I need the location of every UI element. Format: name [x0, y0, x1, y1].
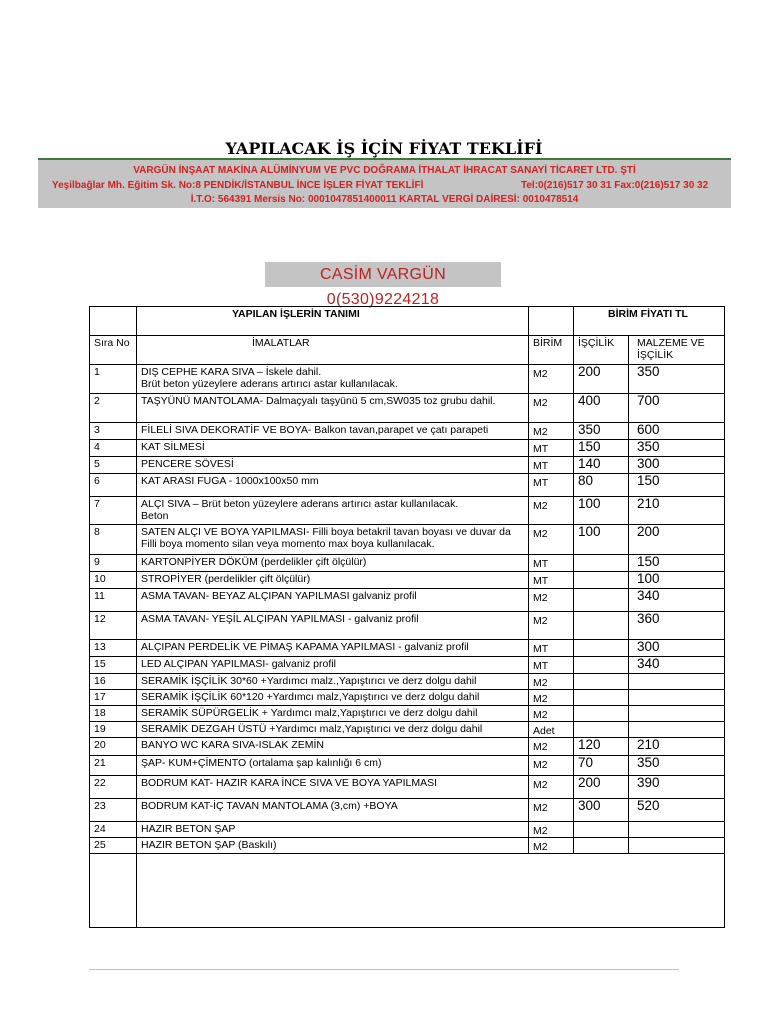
table-row	[90, 365, 725, 394]
page-divider	[89, 969, 679, 970]
row-labor-price: 100	[574, 525, 629, 555]
row-total-price: 600	[629, 423, 725, 440]
row-total-price: 210	[629, 738, 725, 756]
row-labor-price: 120	[574, 738, 629, 756]
row-number: 7	[90, 497, 137, 525]
row-number: 18	[90, 706, 137, 722]
company-name: VARGÜN İNŞAAT MAKİNA ALÜMİNYUM VE PVC DOĞRAMA İTHALAT İHRACAT SANAYİ TİCARET LTD. ŞTİ	[133, 165, 636, 176]
row-unit: M2	[529, 822, 574, 838]
row-labor-price	[574, 674, 629, 690]
row-unit: M2	[529, 365, 574, 394]
row-unit: Adet	[529, 722, 574, 738]
row-labor-price: 200	[574, 776, 629, 799]
table-row	[90, 756, 725, 776]
row-total-price	[629, 690, 725, 706]
table-row	[90, 474, 725, 497]
row-labor-price	[574, 555, 629, 572]
row-total-price: 350	[629, 365, 725, 394]
table-row	[90, 640, 725, 657]
document-title: YAPILACAK İŞ İÇİN FİYAT TEKLİFİ	[225, 139, 543, 158]
col-unit-header: BİRİM	[529, 336, 574, 365]
row-description: BODRUM KAT-İÇ TAVAN MANTOLAMA (3,cm) +BOYA	[137, 799, 529, 822]
row-unit: M2	[529, 706, 574, 722]
row-description: SERAMİK SÜPÜRGELİK + Yardımcı malz,Yapıştırıcı ve derz dolgu dahil	[137, 706, 529, 722]
table-row	[90, 572, 725, 589]
row-number: 11	[90, 589, 137, 612]
row-total-price	[629, 674, 725, 690]
table-row	[90, 822, 725, 838]
row-unit: M2	[529, 394, 574, 423]
col-no-header: Sıra No	[90, 336, 137, 365]
header-price: BİRİM FİYATI TL	[608, 308, 688, 320]
row-description: SERAMİK İŞÇİLİK 60*120 +Yardımcı malz,Yapıştırıcı ve derz dolgu dahil	[137, 690, 529, 706]
company-address: Yeşilbağlar Mh. Eğitim Sk. No:8 PENDİK/İSTANBUL İNCE İŞLER FİYAT TEKLİFİ	[52, 180, 424, 191]
row-labor-price: 150	[574, 440, 629, 457]
header-title-cell	[137, 307, 529, 336]
column-header-row	[90, 336, 725, 365]
row-number: 17	[90, 690, 137, 706]
row-unit: M2	[529, 674, 574, 690]
col-labor-header: İŞÇİLİK	[574, 336, 629, 365]
company-registration: İ.T.O: 564391 Mersis No: 0001047851400011 KARTAL VERGİ DAİRESİ: 0010478514	[190, 194, 579, 205]
table-row	[90, 555, 725, 572]
row-total-price	[629, 822, 725, 838]
row-labor-price	[574, 612, 629, 640]
row-number: 22	[90, 776, 137, 799]
row-number: 5	[90, 457, 137, 474]
row-description: ŞAP- KUM+ÇİMENTO (ortalama şap kalınlığı 6 cm)	[137, 756, 529, 776]
header-price-cell	[574, 307, 725, 336]
col-total-header: MALZEME VE İŞÇİLİK	[629, 336, 725, 365]
row-number: 6	[90, 474, 137, 497]
row-description: ALÇIPAN PERDELİK VE PİMAŞ KAPAMA YAPILMASI - galvaniz profil	[137, 640, 529, 657]
row-description: TAŞYÜNÜ MANTOLAMA- Dalmaçyalı taşyünü 5 cm,SW035 toz grubu dahil.	[137, 394, 529, 423]
row-description: HAZIR BETON ŞAP	[137, 822, 529, 838]
row-description: ALÇI SIVA – Brüt beton yüzeylere aderans artırıcı astar kullanılacak. Beton	[137, 497, 529, 525]
row-description: BODRUM KAT- HAZIR KARA İNCE SIVA VE BOYA YAPILMASI	[137, 776, 529, 799]
table-row	[90, 589, 725, 612]
table-row	[90, 674, 725, 690]
table-row	[90, 440, 725, 457]
row-unit: M2	[529, 497, 574, 525]
row-unit: MT	[529, 457, 574, 474]
row-description: SERAMİK İŞÇİLİK 30*60 +Yardımcı malz.,Yapıştırıcı ve derz dolgu dahil	[137, 674, 529, 690]
row-labor-price: 140	[574, 457, 629, 474]
row-unit: MT	[529, 657, 574, 674]
row-description: HAZIR BETON ŞAP (Baskılı)	[137, 838, 529, 854]
row-unit: MT	[529, 640, 574, 657]
row-unit: M2	[529, 525, 574, 555]
row-description: LED ALÇIPAN YAPILMASI- galvaniz profil	[137, 657, 529, 674]
row-total-price	[629, 722, 725, 738]
row-labor-price: 350	[574, 423, 629, 440]
row-total-price	[629, 838, 725, 854]
header-empty-cell	[529, 307, 574, 336]
row-total-price	[629, 706, 725, 722]
row-labor-price: 70	[574, 756, 629, 776]
table-row	[90, 497, 725, 525]
row-description: STROPİYER (perdelikler çift ölçülür)	[137, 572, 529, 589]
row-labor-price	[574, 722, 629, 738]
row-unit: MT	[529, 474, 574, 497]
row-labor-price	[574, 822, 629, 838]
table-row	[90, 423, 725, 440]
row-description: SATEN ALÇI VE BOYA YAPILMASI- Filli boya betakril tavan boyası ve duvar da Filli boya momento silan veya momento max boya kullanılacak.	[137, 525, 529, 555]
header-title: YAPILAN İŞLERİN TANIMI	[232, 308, 360, 320]
table-row	[90, 612, 725, 640]
row-description: ASMA TAVAN- BEYAZ ALÇIPAN YAPILMASI galvaniz profil	[137, 589, 529, 612]
row-unit: MT	[529, 572, 574, 589]
row-unit: M2	[529, 589, 574, 612]
table-row	[90, 799, 725, 822]
row-total-price: 200	[629, 525, 725, 555]
row-unit: MT	[529, 555, 574, 572]
empty-cell	[137, 854, 725, 928]
row-unit: M2	[529, 690, 574, 706]
table-row	[90, 776, 725, 799]
row-labor-price: 100	[574, 497, 629, 525]
empty-cell	[90, 854, 137, 928]
row-unit: MT	[529, 440, 574, 457]
col-desc-header	[137, 336, 529, 365]
table-row	[90, 457, 725, 474]
table-row	[90, 690, 725, 706]
table-row	[90, 838, 725, 854]
row-labor-price	[574, 589, 629, 612]
row-total-price: 300	[629, 457, 725, 474]
col-desc-label: İMALATLAR	[252, 337, 310, 349]
row-labor-price	[574, 690, 629, 706]
row-number: 20	[90, 738, 137, 756]
row-unit: M2	[529, 738, 574, 756]
table-row	[90, 657, 725, 674]
row-labor-price: 400	[574, 394, 629, 423]
row-total-price: 700	[629, 394, 725, 423]
row-unit: M2	[529, 423, 574, 440]
row-description: DIŞ CEPHE KARA SIVA – İskele dahil. Brüt beton yüzeylere aderans artırıcı astar kullanılacak.	[137, 365, 529, 394]
row-total-price: 350	[629, 756, 725, 776]
row-number: 3	[90, 423, 137, 440]
row-number: 1	[90, 365, 137, 394]
row-total-price: 520	[629, 799, 725, 822]
table-row	[90, 394, 725, 423]
row-total-price: 390	[629, 776, 725, 799]
row-number: 4	[90, 440, 137, 457]
row-labor-price: 300	[574, 799, 629, 822]
table-row	[90, 706, 725, 722]
row-total-price: 210	[629, 497, 725, 525]
header-empty-cell	[90, 307, 137, 336]
row-labor-price	[574, 706, 629, 722]
row-number: 16	[90, 674, 137, 690]
row-total-price: 150	[629, 474, 725, 497]
row-number: 10	[90, 572, 137, 589]
row-labor-price	[574, 640, 629, 657]
row-description: SERAMİK DEZGAH ÜSTÜ +Yardımcı malz,Yapıştırıcı ve derz dolgu dahil	[137, 722, 529, 738]
row-unit: M2	[529, 799, 574, 822]
table-row	[90, 738, 725, 756]
row-total-price: 100	[629, 572, 725, 589]
row-number: 23	[90, 799, 137, 822]
row-total-price: 150	[629, 555, 725, 572]
row-description: BANYO WC KARA SIVA-ISLAK ZEMİN	[137, 738, 529, 756]
company-banner	[38, 158, 731, 208]
company-phone-fax: Tel:0(216)517 30 31 Fax:0(216)517 30 32	[521, 180, 709, 191]
row-total-price: 340	[629, 657, 725, 674]
row-labor-price	[574, 572, 629, 589]
row-unit: M2	[529, 776, 574, 799]
row-number: 21	[90, 756, 137, 776]
row-number: 15	[90, 657, 137, 674]
row-number: 12	[90, 612, 137, 640]
table-row	[90, 525, 725, 555]
contact-person: CASİM VARGÜN 0(530)9224218	[265, 262, 501, 287]
row-total-price: 350	[629, 440, 725, 457]
row-labor-price: 80	[574, 474, 629, 497]
row-number: 13	[90, 640, 137, 657]
row-number: 9	[90, 555, 137, 572]
table-header-row	[90, 307, 725, 336]
row-number: 2	[90, 394, 137, 423]
row-unit: M2	[529, 612, 574, 640]
row-labor-price	[574, 838, 629, 854]
row-labor-price	[574, 657, 629, 674]
table-row	[90, 722, 725, 738]
row-description: ASMA TAVAN- YEŞİL ALÇIPAN YAPILMASI - galvaniz profil	[137, 612, 529, 640]
row-unit: M2	[529, 838, 574, 854]
row-number: 25	[90, 838, 137, 854]
row-labor-price: 200	[574, 365, 629, 394]
row-total-price: 360	[629, 612, 725, 640]
row-description: PENCERE SÖVESİ	[137, 457, 529, 474]
row-number: 8	[90, 525, 137, 555]
table-empty-row	[90, 854, 725, 928]
row-description: KARTONPİYER DÖKÜM (perdelikler çift ölçülür)	[137, 555, 529, 572]
row-unit: M2	[529, 756, 574, 776]
row-description: KAT ARASI FUGA - 1000x100x50 mm	[137, 474, 529, 497]
row-number: 24	[90, 822, 137, 838]
price-table	[89, 306, 725, 928]
row-description: FİLELİ SIVA DEKORATİF VE BOYA- Balkon tavan,parapet ve çatı parapeti	[137, 423, 529, 440]
row-number: 19	[90, 722, 137, 738]
row-description: KAT SİLMESİ	[137, 440, 529, 457]
row-total-price: 300	[629, 640, 725, 657]
row-total-price: 340	[629, 589, 725, 612]
